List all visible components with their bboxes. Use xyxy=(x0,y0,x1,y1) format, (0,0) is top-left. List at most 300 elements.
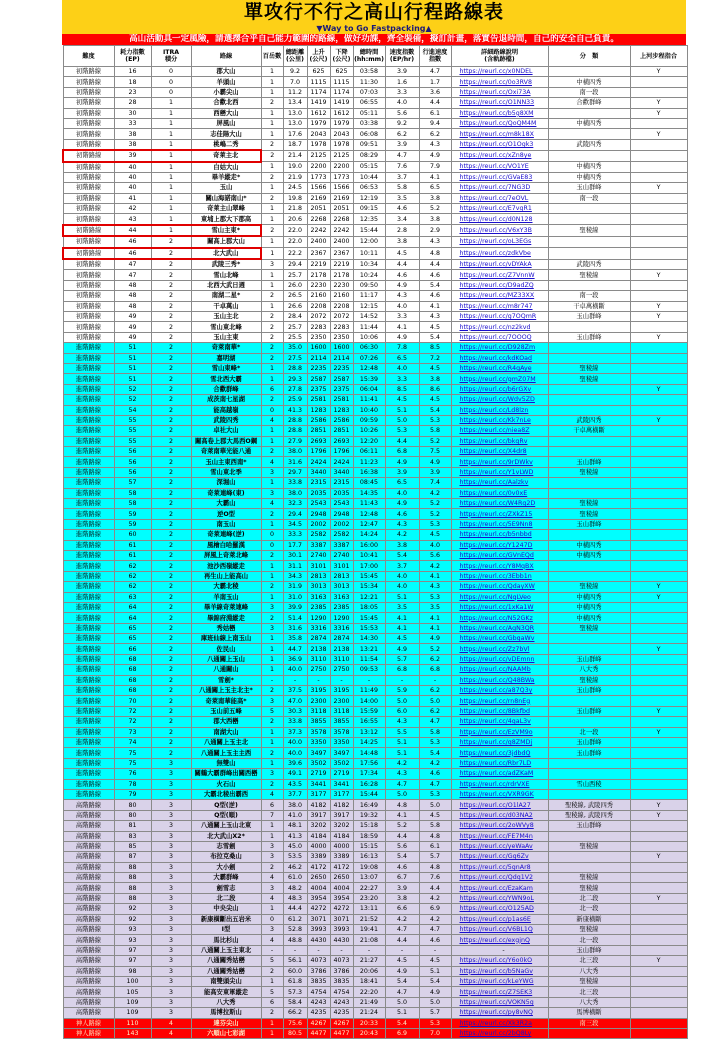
route-link[interactable]: https://reurl.cc/oL3EGs xyxy=(459,238,532,246)
cell-total-time: 19:08 xyxy=(353,862,385,872)
cell-itra-points: 2 xyxy=(151,343,191,353)
route-link[interactable]: https://reurl.cc/YWN9oL xyxy=(459,895,534,903)
route-link[interactable]: https://reurl.cc/m8k18X xyxy=(459,130,534,138)
cell-route: 關高卷上郡大馬西O鋼 xyxy=(191,436,261,446)
route-link[interactable]: https://reurl.cc/niea8Z xyxy=(459,427,530,435)
cell-descent: 4073 xyxy=(330,956,353,966)
route-link[interactable]: https://reurl.cc/q8ZMDj xyxy=(459,739,533,747)
cell-total-time: 21:27 xyxy=(353,956,385,966)
cell-speed-index: 3.5 xyxy=(385,602,419,612)
cell-shanghe-match xyxy=(630,363,687,373)
route-link[interactable]: https://reurl.cc/W4Rg2D xyxy=(459,500,536,508)
cell-route: 池沙西嶺縱走 xyxy=(191,561,261,571)
route-link[interactable]: https://reurl.cc/Aalzkv xyxy=(459,479,529,487)
route-link[interactable]: https://reurl.cc/Rbr7LD xyxy=(459,759,532,767)
route-row xyxy=(63,727,687,737)
cell-shanghe-match xyxy=(630,353,687,363)
route-link[interactable]: https://reurl.cc/8Bkfbd xyxy=(459,708,530,716)
route-link[interactable]: https://reurl.cc/d03NA2 xyxy=(459,811,533,819)
cell-route-link xyxy=(451,139,548,150)
cell-pace-index: 4.5 xyxy=(419,956,451,966)
cell-itra-points: 2 xyxy=(151,405,191,415)
route-row xyxy=(63,561,687,571)
cell-pace-index: 3.6 xyxy=(419,87,451,97)
cell-effort-index: 40 xyxy=(114,172,151,182)
route-link[interactable]: https://reurl.cc/Kk7nLe xyxy=(459,417,531,425)
cell-speed-index: 6.8 xyxy=(385,665,419,675)
cell-peak-count: 2 xyxy=(261,332,283,342)
cell-itra-points: 1 xyxy=(151,98,191,108)
cell-effort-index: 93 xyxy=(114,925,151,935)
route-link[interactable]: https://reurl.cc/D928Zm xyxy=(459,344,536,352)
cell-itra-points: 3 xyxy=(151,997,191,1007)
route-link[interactable]: https://reurl.cc/3jdbdQ xyxy=(459,749,531,757)
cell-route: 庫班仙線上南玉山 xyxy=(191,634,261,644)
cell-pace-index: 5.3 xyxy=(419,519,451,529)
route-link[interactable]: https://reurl.cc/4qaL3v xyxy=(459,718,531,726)
cell-category: 聖稜線, 武陵四秀 xyxy=(548,800,630,810)
cell-total-time: 09:53 xyxy=(353,665,385,675)
route-link[interactable]: https://reurl.cc/2bQ8Ly xyxy=(459,1030,532,1038)
cell-category: 玉山群峰 xyxy=(548,738,630,748)
cell-effort-index: 40 xyxy=(114,183,151,193)
cell-ascent: 1419 xyxy=(307,98,330,108)
cell-total-time: 13:21 xyxy=(353,644,385,654)
cell-difficulty: 進階路線 xyxy=(63,654,114,664)
cell-speed-index: 3.3 xyxy=(385,87,419,97)
cell-difficulty: 神人路線 xyxy=(63,1018,114,1028)
route-link[interactable]: https://reurl.cc/MZ33XX xyxy=(459,292,535,300)
cell-peak-count: 1 xyxy=(261,592,283,602)
cell-route-link xyxy=(451,162,548,173)
route-link[interactable]: https://reurl.cc/7eOVL xyxy=(459,194,529,202)
cell-effort-index: 143 xyxy=(114,1028,151,1038)
cell-speed-index: 4.2 xyxy=(385,914,419,924)
cell-pace-index: 4.9 xyxy=(419,150,451,161)
cell-difficulty: 初階路線 xyxy=(63,77,114,87)
route-link[interactable]: https://reurl.cc/zdkVbe xyxy=(459,249,531,257)
cell-distance: 19.0 xyxy=(283,162,307,173)
cell-pace-index: 9.4 xyxy=(419,118,451,128)
cell-route-link xyxy=(451,353,548,363)
route-link[interactable]: https://reurl.cc/V6BL1Q xyxy=(459,926,533,934)
cell-itra-points: 2 xyxy=(151,686,191,696)
cell-ascent: 3071 xyxy=(307,914,330,924)
route-link[interactable]: https://reurl.cc/7OOOQ xyxy=(459,333,532,341)
cell-pace-index: 4.6 xyxy=(419,935,451,945)
route-link[interactable]: https://reurl.cc/0o3RV8 xyxy=(459,78,532,86)
cell-distance: 39.9 xyxy=(283,602,307,612)
cell-itra-points: 2 xyxy=(151,395,191,405)
route-row xyxy=(63,810,687,820)
route-link[interactable]: https://reurl.cc/Q48BWa xyxy=(459,676,535,684)
cell-distance: 30.3 xyxy=(283,706,307,716)
route-link[interactable]: https://reurl.cc/a87Q3y xyxy=(459,687,533,695)
route-link[interactable]: https://reurl.cc/kLeYWG xyxy=(459,978,534,986)
cell-descent: 1566 xyxy=(330,183,353,193)
cell-category: 中橫四秀 xyxy=(548,118,630,128)
cell-category: 聖稜線 xyxy=(548,374,630,384)
route-link[interactable]: https://reurl.cc/GVnEQd xyxy=(459,552,534,560)
cell-distance: 28.8 xyxy=(283,363,307,373)
cell-category: 聖稜線 xyxy=(548,883,630,893)
route-link[interactable]: https://reurl.cc/exgjnQ xyxy=(459,936,530,944)
cell-distance: 53.5 xyxy=(283,852,307,862)
cell-ascent: 2169 xyxy=(307,193,330,203)
route-row xyxy=(63,467,687,477)
cell-route: 能高安東軍縱走 xyxy=(191,987,261,997)
cell-distance: 40.0 xyxy=(283,738,307,748)
cell-route-link xyxy=(451,77,548,87)
route-link[interactable]: https://reurl.cc/d0N128 xyxy=(459,215,533,223)
cell-descent: 2740 xyxy=(330,550,353,560)
cell-ascent: 2424 xyxy=(307,457,330,467)
cell-category: 玉山群峰 xyxy=(548,519,630,529)
cell-category: 玉山群峰 xyxy=(548,311,630,321)
cell-descent: 2300 xyxy=(330,696,353,706)
route-link[interactable]: https://reurl.cc/Oxi73A xyxy=(459,88,531,96)
cell-route: 奇萊南華能高* xyxy=(191,696,261,706)
cell-pace-index: 5.3 xyxy=(419,592,451,602)
route-link[interactable]: https://reurl.cc/Y8MqBX xyxy=(459,562,534,570)
route-row xyxy=(63,248,687,259)
cell-difficulty: 進階路線 xyxy=(63,374,114,384)
cell-route: 小霸尖山 xyxy=(191,87,261,97)
cell-speed-index: 4.6 xyxy=(385,204,419,214)
route-link[interactable]: https://reurl.cc/Y1vLWD xyxy=(459,469,534,477)
cell-effort-index: 83 xyxy=(114,831,151,841)
cell-distance: 40.0 xyxy=(283,748,307,758)
route-link[interactable]: https://reurl.cc/x0NDEL xyxy=(459,68,533,76)
cell-itra-points: 3 xyxy=(151,883,191,893)
cell-ascent: 2719 xyxy=(307,769,330,779)
cell-descent: 3387 xyxy=(330,540,353,550)
cell-pace-index: 6.1 xyxy=(419,841,451,851)
route-link[interactable]: https://reurl.cc/rn8nEg xyxy=(459,697,531,705)
cell-difficulty: 初階路線 xyxy=(63,259,114,270)
cell-distance: 48.1 xyxy=(283,821,307,831)
cell-speed-index: 4.4 xyxy=(385,831,419,841)
cell-total-time: 06:55 xyxy=(353,98,385,108)
cell-peak-count: 1 xyxy=(261,162,283,173)
route-link[interactable]: https://reurl.cc/AgN3QR xyxy=(459,624,535,632)
cell-ascent: 4184 xyxy=(307,831,330,841)
route-link[interactable]: https://reurl.cc/7NG3D xyxy=(459,184,531,192)
cell-speed-index: 6.6 xyxy=(385,904,419,914)
cell-distance: 28.8 xyxy=(283,415,307,425)
route-link[interactable]: https://reurl.cc/O1NN33 xyxy=(459,99,535,107)
route-link[interactable]: https://reurl.cc/p1as6E xyxy=(459,915,531,923)
cell-difficulty: 進階路線 xyxy=(63,519,114,529)
cell-speed-index: 4.3 xyxy=(385,291,419,301)
cell-itra-points: 2 xyxy=(151,634,191,644)
cell-category: 北二段 xyxy=(548,893,630,903)
route-link[interactable]: https://reurl.cc/R4gAye xyxy=(459,365,532,373)
cell-ascent: 2350 xyxy=(307,332,330,342)
cell-total-time: 12:20 xyxy=(353,436,385,446)
cell-peak-count: 1 xyxy=(261,118,283,128)
cell-itra-points: 2 xyxy=(151,259,191,270)
cell-difficulty: 進階路線 xyxy=(63,499,114,509)
cell-total-time: 17:00 xyxy=(353,561,385,571)
cell-itra-points: 2 xyxy=(151,478,191,488)
route-row xyxy=(63,758,687,768)
cell-total-time: 15:44 xyxy=(353,789,385,799)
cell-pace-index: 3.8 xyxy=(419,214,451,225)
cell-route: 羊南玉山 xyxy=(191,592,261,602)
route-link[interactable]: https://reurl.cc/Gg6Zv xyxy=(459,853,529,861)
cell-speed-index: 4.9 xyxy=(385,499,419,509)
cell-peak-count: 1 xyxy=(261,183,283,193)
cell-category xyxy=(548,478,630,488)
route-link[interactable]: https://reurl.cc/Y1247D xyxy=(459,541,533,549)
route-link[interactable]: https://reurl.cc/yeWaAv xyxy=(459,843,533,851)
cell-peak-count: 4 xyxy=(261,415,283,425)
route-link[interactable]: https://reurl.cc/O1Ogk3 xyxy=(459,141,534,149)
cell-itra-points: 1 xyxy=(151,162,191,173)
route-link[interactable]: https://reurl.cc/V6xY3B xyxy=(459,227,532,235)
route-link[interactable]: https://reurl.cc/Z7SEK3 xyxy=(459,988,533,996)
cell-route: 雪山東峰* xyxy=(191,363,261,373)
cell-descent: 3163 xyxy=(330,592,353,602)
route-link[interactable]: https://reurl.cc/5gnAr8 xyxy=(459,863,531,871)
route-link[interactable]: https://reurl.cc/rdrVXE xyxy=(459,780,530,788)
cell-itra-points: 2 xyxy=(151,322,191,332)
cell-route-link xyxy=(451,883,548,893)
cell-pace-index: 7.5 xyxy=(419,447,451,457)
cell-pace-index: 5.7 xyxy=(419,1008,451,1018)
cell-peak-count: 1 xyxy=(261,1028,283,1038)
cell-total-time: 09:59 xyxy=(353,415,385,425)
cell-effort-index: 72 xyxy=(114,717,151,727)
cell-peak-count: 1 xyxy=(261,727,283,737)
route-link[interactable]: https://reurl.cc/vDEmnn xyxy=(459,656,535,664)
cell-route: 關山海諾南山* xyxy=(191,193,261,203)
cell-ascent: 1566 xyxy=(307,183,330,193)
cell-ascent: 2582 xyxy=(307,530,330,540)
cell-itra-points: 2 xyxy=(151,301,191,311)
route-link[interactable]: https://reurl.cc/QoQM4M xyxy=(459,120,537,128)
route-link[interactable]: https://reurl.cc/xZn8ye xyxy=(459,152,532,160)
cell-itra-points: 2 xyxy=(151,706,191,716)
cell-speed-index: 5.0 xyxy=(385,696,419,706)
cell-distance: 66.2 xyxy=(283,1008,307,1018)
cell-ascent: 3013 xyxy=(307,582,330,592)
cell-ascent: 4243 xyxy=(307,997,330,1007)
route-link[interactable]: https://reurl.cc/Qdq1V2 xyxy=(459,874,534,882)
route-link[interactable]: https://reurl.cc/b6rGXv xyxy=(459,385,532,393)
cell-route: 武陵四秀 xyxy=(191,415,261,425)
cell-difficulty: 進階路線 xyxy=(63,665,114,675)
route-link[interactable]: https://reurl.cc/N52GKz xyxy=(459,614,533,622)
route-row xyxy=(63,87,687,97)
cell-effort-index: 28 xyxy=(114,98,151,108)
cell-itra-points: 4 xyxy=(151,1018,191,1028)
cell-route: 畢羊縱走* xyxy=(191,172,261,182)
route-link[interactable]: https://reurl.cc/nz2kvd xyxy=(459,323,531,331)
route-link[interactable]: https://reurl.cc/b5g8XM xyxy=(459,109,534,117)
cell-distance: 26.5 xyxy=(283,291,307,301)
cell-category: 聖稜線 xyxy=(548,675,630,685)
cell-descent: 3786 xyxy=(330,966,353,976)
cell-distance: 29.4 xyxy=(283,259,307,270)
route-link[interactable]: https://reurl.cc/EzaKam xyxy=(459,884,533,892)
cell-category xyxy=(548,405,630,415)
cell-difficulty: 初階路線 xyxy=(63,98,114,108)
route-link[interactable]: https://reurl.cc/Y6o0kO xyxy=(459,957,533,965)
cell-speed-index: 4.3 xyxy=(385,769,419,779)
cell-peak-count: 2 xyxy=(261,193,283,203)
cell-ascent: 3163 xyxy=(307,592,330,602)
cell-pace-index: 4.5 xyxy=(419,530,451,540)
cell-ascent: 2230 xyxy=(307,280,330,290)
cell-pace-index: 5.8 xyxy=(419,727,451,737)
cell-route-link xyxy=(451,706,548,716)
cell-route-link xyxy=(451,248,548,259)
cell-ascent: 2586 xyxy=(307,415,330,425)
route-link[interactable]: https://reurl.cc/NAAMb xyxy=(459,666,531,674)
cell-descent: 3177 xyxy=(330,789,353,799)
cell-speed-index: 5.3 xyxy=(385,426,419,436)
cell-route: 雪劍* xyxy=(191,675,261,685)
cell-route-link xyxy=(451,270,548,280)
route-link[interactable]: https://reurl.cc/Ld8lzn xyxy=(459,406,529,414)
route-link[interactable]: https://reurl.cc/1xKa1W xyxy=(459,604,534,612)
cell-shanghe-match: Y xyxy=(630,108,687,118)
route-link[interactable]: https://reurl.cc/O125AD xyxy=(459,905,534,913)
route-link[interactable]: https://reurl.cc/kdKOad xyxy=(459,354,533,362)
cell-difficulty: 高階路線 xyxy=(63,945,114,955)
cell-speed-index: 3.8 xyxy=(385,540,419,550)
cell-total-time: 12:48 xyxy=(353,363,385,373)
route-link[interactable]: https://reurl.cc/5E9Nn8 xyxy=(459,520,533,528)
route-link[interactable]: https://reurl.cc/m8r747 xyxy=(459,302,533,310)
cell-total-time: 10:26 xyxy=(353,426,385,436)
route-row xyxy=(63,904,687,914)
cell-descent: 2051 xyxy=(330,204,353,214)
cell-difficulty: 初階路線 xyxy=(63,139,114,150)
cell-itra-points: 1 xyxy=(151,118,191,128)
cell-speed-index: 4.9 xyxy=(385,457,419,467)
route-link[interactable]: https://reurl.cc/b5NaGv xyxy=(459,967,533,975)
route-link[interactable]: https://reurl.cc/GbqaWv xyxy=(459,635,535,643)
route-link[interactable]: https://reurl.cc/py8vNQ xyxy=(459,1009,533,1017)
route-link[interactable]: https://reurl.cc/gmZ07M xyxy=(459,375,536,383)
cell-descent: 2125 xyxy=(330,150,353,161)
route-link[interactable]: https://reurl.cc/EzVM9o xyxy=(459,728,533,736)
cell-itra-points: 0 xyxy=(151,77,191,87)
route-link[interactable]: https://reurl.cc/b5nbbd xyxy=(459,531,532,539)
cell-shanghe-match xyxy=(630,613,687,623)
route-link[interactable]: https://reurl.cc/ZXkZ15 xyxy=(459,510,533,518)
cell-descent: 3195 xyxy=(330,686,353,696)
route-link[interactable]: https://reurl.cc/Wdv5ZD xyxy=(459,396,535,404)
cell-shanghe-match xyxy=(630,925,687,935)
cell-peak-count: 4 xyxy=(261,789,283,799)
cell-speed-index: 5.9 xyxy=(385,686,419,696)
route-link[interactable]: https://reurl.cc/O1lA27 xyxy=(459,801,531,809)
route-link[interactable]: https://reurl.cc/GVaE83 xyxy=(459,174,533,182)
route-link[interactable]: https://reurl.cc/VO1YE xyxy=(459,163,529,171)
cell-category xyxy=(548,343,630,353)
cell-category: 玉山群峰 xyxy=(548,706,630,716)
cell-difficulty: 高階路線 xyxy=(63,1008,114,1018)
cell-category: 聖稜線, 武陵四秀 xyxy=(548,810,630,820)
cell-distance: 25.9 xyxy=(283,395,307,405)
route-link[interactable]: https://reurl.cc/X4dr8 xyxy=(459,448,527,456)
route-link[interactable]: https://reurl.cc/VXR9GK xyxy=(459,791,534,799)
cell-total-time: 15:45 xyxy=(353,613,385,623)
cell-route: 郡大山 xyxy=(191,67,261,77)
route-link[interactable]: https://reurl.cc/Z7VnnW xyxy=(459,271,535,279)
route-link[interactable]: https://reurl.cc/9rDWkv xyxy=(459,458,533,466)
cell-distance: 44.7 xyxy=(283,644,307,654)
route-link[interactable]: https://reurl.cc/adZKaM xyxy=(459,770,534,778)
cell-pace-index: 7.2 xyxy=(419,353,451,363)
route-link[interactable]: https://reurl.cc/0v0xE xyxy=(459,489,528,497)
route-link[interactable]: https://reurl.cc/E7vgR1 xyxy=(459,205,532,213)
cell-route: 南雙頭尖山 xyxy=(191,976,261,986)
cell-itra-points: 1 xyxy=(151,139,191,150)
route-link[interactable]: https://reurl.cc/3Ebb1n xyxy=(459,572,532,580)
cell-distance: 46.2 xyxy=(283,862,307,872)
cell-peak-count: 4 xyxy=(261,457,283,467)
cell-difficulty: 進階路線 xyxy=(63,415,114,425)
route-link[interactable]: https://reurl.cc/QdayXW xyxy=(459,583,535,591)
route-link[interactable]: https://reurl.cc/FE7M4n xyxy=(459,832,533,840)
cell-shanghe-match: Y xyxy=(630,852,687,862)
cell-pace-index: 5.7 xyxy=(419,852,451,862)
cell-descent: 2002 xyxy=(330,519,353,529)
route-link[interactable]: https://reurl.cc/Zz7bVl xyxy=(459,645,530,653)
route-link[interactable]: https://reurl.cc/2oWVy8 xyxy=(459,822,534,830)
cell-ascent: 2035 xyxy=(307,488,330,498)
cell-ascent: 2200 xyxy=(307,162,330,173)
cell-shanghe-match xyxy=(630,405,687,415)
cell-difficulty: 神人路線 xyxy=(63,1028,114,1038)
cell-peak-count: 2 xyxy=(261,717,283,727)
cell-pace-index: 5.0 xyxy=(419,997,451,1007)
route-link[interactable]: https://reurl.cc/g7OQmR xyxy=(459,313,537,321)
route-link[interactable]: https://reurl.cc/vDYAkA xyxy=(459,260,532,268)
cell-peak-count: 3 xyxy=(261,467,283,477)
cell-itra-points: 1 xyxy=(151,150,191,161)
cell-pace-index: 4.6 xyxy=(419,270,451,280)
cell-difficulty: 初階路線 xyxy=(63,118,114,128)
cell-ascent: 2385 xyxy=(307,602,330,612)
cell-effort-index: 92 xyxy=(114,914,151,924)
cell-effort-index: 52 xyxy=(114,384,151,394)
route-link[interactable]: https://reurl.cc/NqLVeo xyxy=(459,593,531,601)
cell-itra-points: 2 xyxy=(151,727,191,737)
cell-itra-points: 3 xyxy=(151,862,191,872)
cell-speed-index: 5.1 xyxy=(385,592,419,602)
route-link[interactable]: https://reurl.cc/VOKN5g xyxy=(459,998,534,1006)
route-link[interactable]: https://reurl.cc/bkqRv xyxy=(459,437,528,445)
route-link[interactable]: https://reurl.cc/Xk3R2a xyxy=(459,1019,532,1027)
cell-distance: 13.0 xyxy=(283,118,307,128)
cell-effort-index: 97 xyxy=(114,956,151,966)
cell-total-time: 09:51 xyxy=(353,139,385,150)
route-link[interactable]: https://reurl.cc/D9adZQ xyxy=(459,282,534,289)
cell-category: 中橫四秀 xyxy=(548,540,630,550)
cell-category: 中橫四秀 xyxy=(548,613,630,623)
cell-shanghe-match xyxy=(630,841,687,851)
cell-itra-points: 1 xyxy=(151,225,191,236)
cell-distance: 31.1 xyxy=(283,561,307,571)
cell-ascent: 2740 xyxy=(307,550,330,560)
cell-peak-count: 1 xyxy=(261,665,283,675)
